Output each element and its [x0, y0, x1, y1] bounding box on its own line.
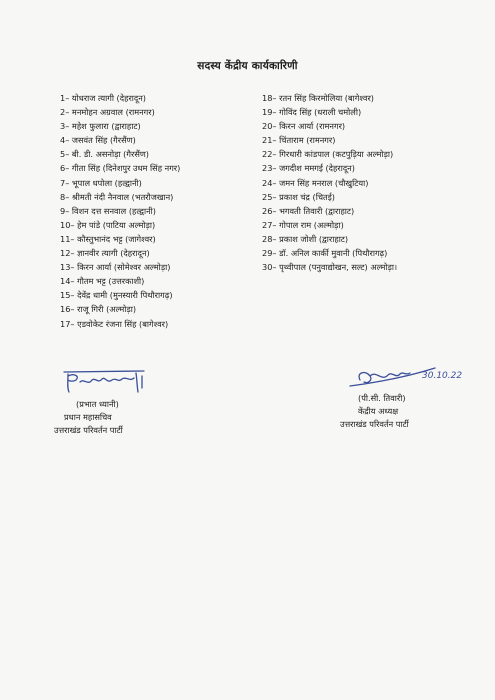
- member-name: कौस्तुभानंद भट्ट (जागेश्वर): [77, 233, 156, 244]
- signatory-right-name: (पी.सी. तिवारी): [358, 393, 406, 403]
- member-item: [60, 288, 260, 302]
- member-item: [60, 190, 260, 204]
- member-number: 7–: [60, 177, 70, 188]
- member-number: 30–: [262, 262, 277, 273]
- signature-right-date: 30.10.22: [422, 371, 463, 381]
- member-item: [262, 161, 462, 175]
- member-name: जसवंत सिंह (गैरसैंण): [71, 135, 136, 146]
- member-item: [60, 161, 260, 175]
- page-title: सदस्य केंद्रीय कार्यकारिणी: [197, 60, 298, 72]
- member-number: 14–: [60, 276, 75, 287]
- signatory-left: [54, 368, 214, 437]
- member-number: 2–: [60, 107, 70, 118]
- member-name: विशन दत्त सनवाल (हल्द्वानी): [71, 205, 156, 216]
- member-number: 17–: [60, 318, 75, 329]
- member-item: [262, 147, 462, 161]
- member-number: 16–: [60, 304, 75, 315]
- member-name: किरन आर्या (रामनगर): [279, 121, 346, 132]
- member-name: चिंताराम (रामनगर): [279, 135, 336, 146]
- member-item: [262, 105, 462, 119]
- member-number: 6–: [60, 163, 70, 174]
- member-item: [262, 91, 462, 105]
- member-number: 21–: [262, 135, 277, 146]
- member-item: [60, 317, 260, 331]
- member-item: [262, 176, 462, 190]
- member-item: [60, 105, 260, 119]
- member-number: 12–: [60, 248, 75, 259]
- member-name: भगवती तिवारी (द्वाराहाट): [279, 205, 355, 216]
- member-name: बी. डी. असनोड़ा (गैरसैंण): [71, 149, 149, 160]
- member-name: राजू गिरी (अल्मोड़ा): [77, 304, 137, 315]
- member-name: ज्ञानवीर त्यागी (देहरादून): [77, 248, 150, 259]
- member-number: 26–: [262, 205, 277, 216]
- member-number: 1–: [60, 93, 70, 103]
- member-name: प्रकाश चंद्र (चितई): [279, 191, 335, 202]
- member-item: [60, 232, 260, 246]
- member-name: गिरधारी कांडपाल (कटपुड़िया अल्मोड़ा): [279, 149, 394, 160]
- member-number: 22–: [262, 149, 277, 160]
- member-number: 4–: [60, 135, 70, 146]
- signatory-left-designation: प्रधान महासचिव: [64, 412, 112, 422]
- member-item: [60, 218, 260, 232]
- member-number: 9–: [60, 205, 70, 216]
- member-name: देवेंद्र धामी (मुनस्यारी पिथौरागढ़): [77, 290, 173, 301]
- member-number: 29–: [262, 248, 277, 259]
- member-item: [262, 260, 462, 274]
- member-item: [262, 133, 462, 147]
- member-name: भूपाल धपोला (हल्द्वानी): [71, 177, 142, 188]
- member-number: 11–: [60, 233, 75, 244]
- member-number: 19–: [262, 107, 277, 118]
- member-number: 28–: [262, 233, 277, 244]
- member-item: [262, 246, 462, 260]
- member-name: जगदीश ममगई (देहरादून): [279, 163, 355, 174]
- member-number: 27–: [262, 219, 277, 230]
- signature-left-image: [54, 368, 164, 398]
- member-number: 13–: [60, 262, 75, 273]
- member-name: श्रीमती नंदी नैनवाल (भतरौजखान): [71, 191, 174, 202]
- signature-right-text: तिवारी: [340, 362, 343, 363]
- member-number: 18–: [262, 93, 277, 103]
- signatory-left-name: (प्रभात ध्यानी): [76, 399, 119, 409]
- member-number: 20–: [262, 121, 277, 132]
- signatory-right-designation: केंद्रीय अध्यक्ष: [358, 406, 399, 416]
- signature-left-text: प्रभात ध्यानी: [54, 368, 59, 369]
- signatory-left-party: उत्तराखंड परिवर्तन पार्टी: [54, 425, 123, 435]
- member-item: [60, 204, 260, 218]
- member-item: [60, 274, 260, 288]
- member-item: [60, 147, 260, 161]
- member-name: रतन सिंह किरमोलिया (बागेश्वर): [279, 93, 374, 103]
- signatory-right: [340, 362, 490, 431]
- member-number: 3–: [60, 121, 70, 132]
- member-name: महेश फुलारा (द्वाराहाट): [71, 121, 141, 132]
- member-name: डॉ. अनिल कार्की मुवानी (पिथौरागढ़): [279, 248, 388, 259]
- member-number: 10–: [60, 219, 75, 230]
- members-list-right: [262, 91, 462, 274]
- member-item: [262, 204, 462, 218]
- member-number: 23–: [262, 163, 277, 174]
- member-name: योधराज त्यागी (देहरादून): [71, 93, 146, 103]
- member-number: 25–: [262, 191, 277, 202]
- member-name: एडवोकेट रंजना सिंह (बागेश्वर): [77, 318, 169, 329]
- member-item: [60, 176, 260, 190]
- member-item: [262, 119, 462, 133]
- member-item: [60, 246, 260, 260]
- signatory-right-party: उत्तराखंड परिवर्तन पार्टी: [340, 419, 409, 429]
- member-name: मनमोहन अग्रवाल (रामनगर): [71, 107, 155, 118]
- members-list-left: [60, 91, 260, 331]
- signature-right-image: [340, 362, 470, 392]
- member-item: [262, 218, 462, 232]
- member-name: गोपाल राम (अल्मोड़ा): [279, 219, 344, 230]
- member-item: [60, 119, 260, 133]
- member-number: 5–: [60, 149, 70, 160]
- member-name: गौतम भट्ट (उत्तरकाशी): [77, 276, 145, 287]
- member-name: किरन आर्या (सोमेश्वर अल्मोड़ा): [77, 262, 171, 273]
- member-number: 15–: [60, 290, 75, 301]
- member-name: पृथ्वीपाल (पनुवाद्योखन, सल्ट) अल्मोड़ा।: [279, 262, 398, 273]
- member-item: [262, 232, 462, 246]
- member-number: 24–: [262, 177, 277, 188]
- member-item: [60, 302, 260, 316]
- member-item: [60, 91, 260, 105]
- member-name: जमन सिंह मनराल (चौखुटिया): [279, 177, 369, 188]
- member-name: प्रकाश जोशी (द्वाराहाट): [279, 233, 349, 244]
- member-name: हेम पांडे (पाटिया अल्मोड़ा): [77, 219, 156, 230]
- member-item: [262, 190, 462, 204]
- member-number: 8–: [60, 191, 70, 202]
- member-name: गोविंद सिंह (धराली चमोली): [279, 107, 362, 118]
- member-item: [60, 133, 260, 147]
- member-item: [60, 260, 260, 274]
- member-name: गीता सिंह (दिनेशपुर उधम सिंह नगर): [71, 163, 181, 174]
